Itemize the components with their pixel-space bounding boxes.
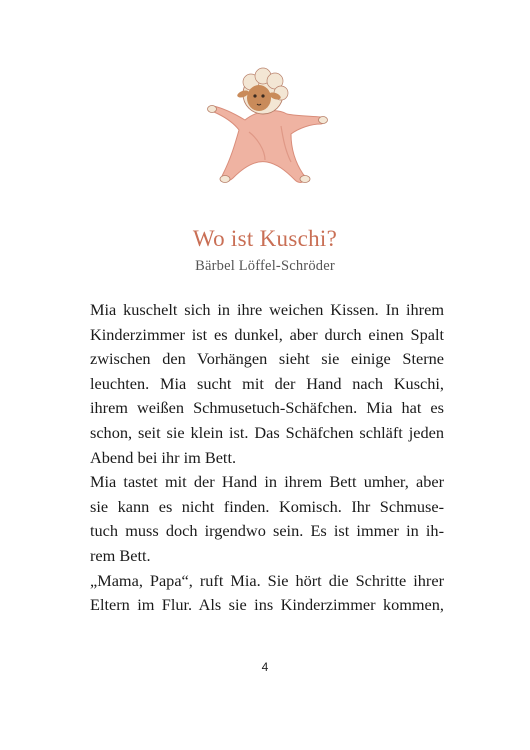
text-line: leuchten. Mia sucht mit der Hand nach Kuschi, [90, 373, 444, 393]
text-line: schon, seit sie klein ist. Das Schäfchen schläft jeden [90, 422, 444, 442]
text-line: rem Bett. [90, 545, 151, 565]
text-line: Abend bei ihr im Bett. [90, 447, 237, 467]
text-line: „Mama, Papa“, ruft Mia. Sie hört die Schritte ihrer [90, 570, 444, 590]
text-line: sie kann es nicht finden. Komisch. Ihr Schmuse- [90, 496, 444, 516]
sheep-cuddle-cloth-icon [205, 62, 330, 197]
text-line: tuch muss doch irgendwo sein. Es ist immer in ih- [90, 521, 444, 541]
page-number: 4 [261, 660, 269, 674]
text-line: ihrem weißen Schmusetuch-Schäfchen. Mia hat es [90, 398, 444, 418]
story-author: Bärbel Löffel-Schröder [195, 258, 335, 274]
text-line: Eltern im Flur. Als sie ins Kinderzimmer kommen, [90, 595, 444, 615]
story-body [90, 298, 444, 618]
text-line: Mia tastet mit der Hand in ihrem Bett umher, aber [90, 472, 444, 492]
story-title: Wo ist Kuschi? [192, 226, 338, 251]
text-line: Mia kuschelt sich in ihre weichen Kissen. In ihrem [90, 300, 444, 319]
sheep-cuddle-cloth-illustration [205, 62, 330, 197]
text-line: zwischen den Vorhängen sieht sie einige Sterne [90, 349, 444, 369]
text-line: Kinderzimmer ist es dunkel, aber durch einen Spalt [90, 324, 444, 344]
